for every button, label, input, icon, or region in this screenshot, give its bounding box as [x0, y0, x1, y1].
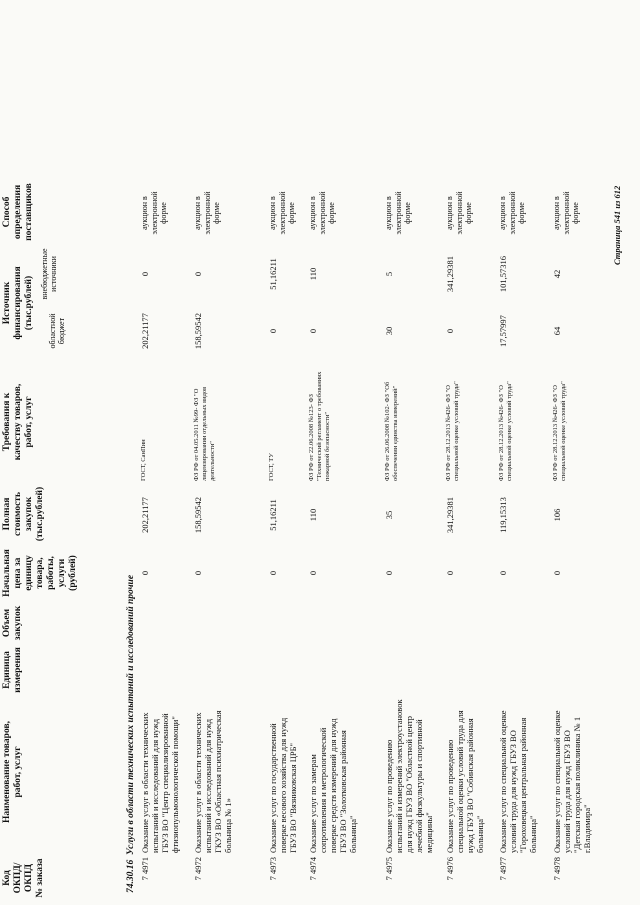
row-regional: 30 — [384, 326, 394, 336]
row-name: Оказание услуг по проведению испытаний и измерений электроустановок для нужд ГБУЗ ВО "Областной центр лечебной физкультуры и спортивной медицины" — [384, 699, 434, 853]
header-method: Способ определения поставщиков — [2, 183, 34, 241]
row-extra: 0 — [193, 271, 203, 277]
row-requirements: ФЗ РФ от 26.06.2008 №102- ФЗ "Об обеспечении единства измерений" — [384, 381, 399, 481]
row-regional: 0 — [308, 328, 318, 334]
row-regional: 64 — [552, 326, 562, 336]
header-funding: Источник финансирования (тыс.рублей) — [2, 266, 34, 340]
row-total: 110 — [308, 508, 318, 522]
header-name: Наименование товаров, работ, услуг — [2, 721, 23, 823]
row-code: 7 4974 — [308, 857, 318, 881]
row-total: 35 — [384, 510, 394, 520]
row-extra: 42 — [552, 269, 562, 279]
row-code: 7 4972 — [193, 857, 203, 881]
row-total: 119,15313 — [498, 497, 508, 533]
row-name: Оказание услуг по замерам сопротивления и метрологической поверке средств измерений для нужд ГБУЗ ВО "Золотковская районная больница" — [308, 718, 358, 853]
row-name: Оказание услуг по специальной оценке условий труда для нужд ГБУЗ ВО "Гороховецкая центральная районная больница" — [498, 710, 538, 853]
header-regional: областной бюджет — [48, 313, 66, 349]
section-title — [126, 575, 136, 893]
row-extra: 101,57316 — [498, 255, 508, 293]
row-regional: 0 — [268, 328, 278, 334]
row-method: аукцион в электронной форме — [308, 191, 336, 235]
header-requirements: Требования к качеству товаров, работ, услуг — [2, 383, 34, 461]
row-name: Оказание услуг в области технических испытаний и исследований для нужд ГБУЗ ВО "Центр специализированной фтизиопульмонологической помощи" — [140, 712, 180, 853]
row-code: 7 4975 — [384, 857, 394, 881]
section-name: Услуги в области технических испытаний и исследований прочие — [126, 574, 136, 855]
row-requirements: ГОСТ, СанПин — [140, 439, 147, 481]
row-name: Оказание услуг по специальной оценке условий труда для нужд ГБУЗ ВО "Детская городская поликлиника № 1 г.Владимира" — [552, 710, 592, 853]
header-price: Начальная цена за единицу товара, работы, услуги (рублей) — [2, 549, 78, 597]
header-total: Полная стоимость закупок (тыс.рублей) — [2, 486, 45, 542]
row-price: 0 — [384, 570, 394, 576]
row-code: 7 4977 — [498, 857, 508, 881]
header-qty: Объем закупок — [2, 605, 23, 641]
row-requirements: ГОСТ, ТУ — [268, 453, 275, 481]
row-code: 7 4978 — [552, 857, 562, 881]
row-price: 0 — [268, 570, 278, 576]
row-method: аукцион в электронной форме — [445, 191, 473, 235]
row-price: 0 — [498, 570, 508, 576]
row-price: 0 — [552, 570, 562, 576]
row-extra: 51,16211 — [268, 258, 278, 290]
row-extra: 5 — [384, 271, 394, 277]
row-total: 202,21177 — [140, 497, 150, 533]
header-unit: Единица измерения — [2, 647, 23, 693]
header-code: Код ОКПД/ ОКПД № заказа — [2, 858, 45, 898]
row-method: аукцион в электронной форме — [498, 191, 526, 235]
row-total: 51,16211 — [268, 499, 278, 531]
row-requirements: ФЗ РФ от 28.12.2013 №426- ФЗ "О специальной оценке условий труда" — [445, 381, 460, 481]
row-method: аукцион в электронной форме — [140, 191, 168, 235]
page-number: Страница 541 из 612 — [612, 185, 622, 265]
row-requirements: ФЗ РФ от 04.05.2011 №99- ФЗ "О лицензировании отдельных видов деятельности" — [193, 386, 216, 481]
row-regional: 158,59542 — [193, 312, 203, 350]
section-code: 74.30.16 — [126, 859, 136, 893]
row-regional: 17,57997 — [498, 315, 508, 347]
row-name: Оказание услуг в области технических испытаний и исследований для нужд ГКУЗ ВО «Областная психиатрическая больница № 1» — [193, 710, 233, 853]
row-total: 341,29381 — [445, 496, 455, 534]
row-requirements: ФЗ РФ от 22.06.2008 №123- ФЗ "Технический регламент о требованиях пожарной безопасности" — [308, 371, 331, 481]
row-code: 7 4976 — [445, 857, 455, 881]
row-total: 158,59542 — [193, 496, 203, 534]
row-price: 0 — [140, 570, 150, 576]
row-price: 0 — [445, 570, 455, 576]
row-price: 0 — [308, 570, 318, 576]
row-regional: 0 — [445, 328, 455, 334]
row-requirements: ФЗ РФ от 28.12.2013 №426- ФЗ "О специальной оценке условий труда" — [552, 381, 567, 481]
row-code: 7 4971 — [140, 857, 150, 881]
row-regional: 202,21177 — [140, 313, 150, 349]
row-method: аукцион в электронной форме — [552, 191, 580, 235]
row-extra: 341,29381 — [445, 255, 455, 293]
row-name: Оказание услуг по государственной поверке весового хозяйства для нужд ГБУЗ ВО "Вязниковская ЦРБ" — [268, 717, 298, 853]
row-extra: 110 — [308, 267, 318, 281]
header-extra: внебюджетные источники — [40, 248, 58, 300]
row-requirements: ФЗ РФ от 28.12.2013 №426- ФЗ "О специальной оценке условий труда" — [498, 381, 513, 481]
row-method: аукцион в электронной форме — [193, 191, 221, 235]
row-price: 0 — [193, 570, 203, 576]
row-total: 106 — [552, 508, 562, 522]
row-code: 7 4973 — [268, 857, 278, 881]
row-method: аукцион в электронной форме — [268, 191, 296, 235]
row-name: Оказание услуг по проведению специальной оценки условий труда для нужд ГБУЗ ВО "Собинская районная больница" — [445, 710, 485, 853]
row-extra: 0 — [140, 271, 150, 277]
row-method: аукцион в электронной форме — [384, 191, 412, 235]
